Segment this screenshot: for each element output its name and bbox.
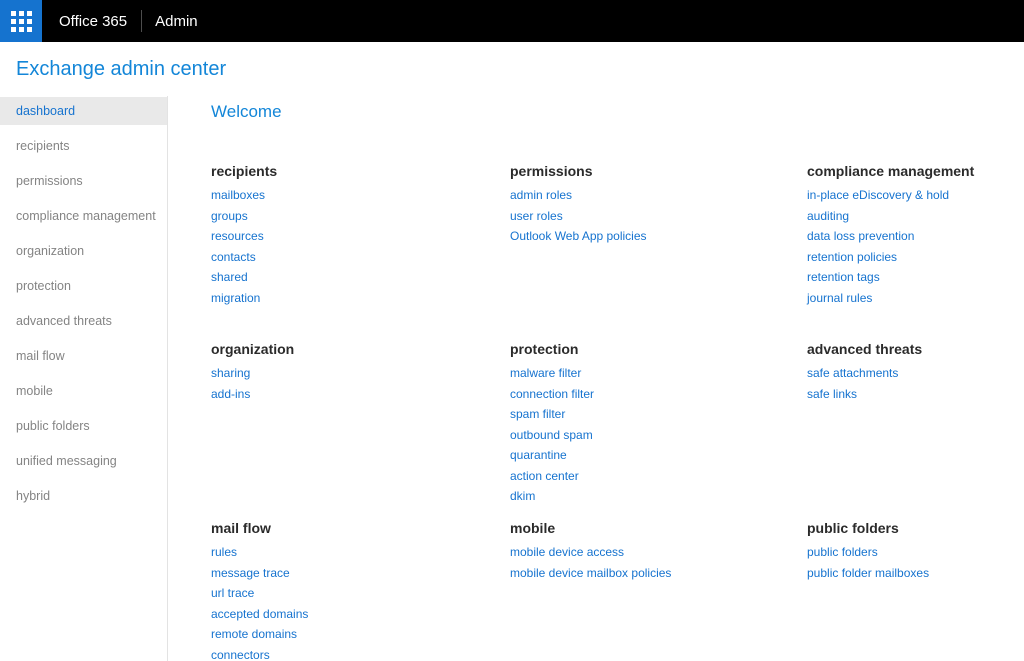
link-message-trace[interactable]: message trace	[211, 565, 290, 580]
section-permissions	[510, 157, 807, 335]
link-add-ins[interactable]: add-ins	[211, 386, 251, 401]
section-mobile	[510, 514, 807, 661]
sidebar-nav	[0, 96, 168, 661]
link-sharing[interactable]: sharing	[211, 366, 251, 380]
sidebar-item-permissions[interactable]: permissions	[16, 174, 83, 188]
sidebar-item-dashboard[interactable]: dashboard	[0, 97, 167, 125]
link-mobile-device-mailbox-policies[interactable]: mobile device mailbox policies	[510, 565, 672, 580]
link-journal-rules[interactable]: journal rules	[807, 290, 873, 305]
sidebar-item-hybrid[interactable]: hybrid	[16, 489, 51, 503]
section-organization	[211, 335, 510, 514]
section-title-permissions: permissions	[510, 163, 593, 179]
link-mobile-device-access[interactable]: mobile device access	[510, 545, 625, 559]
section-public-folders	[807, 514, 1024, 661]
link-outlook-web-app-policies[interactable]: Outlook Web App policies	[510, 229, 647, 243]
content-area	[168, 96, 1024, 661]
section-protection	[510, 335, 807, 514]
section-advanced-threats	[807, 335, 1024, 514]
link-retention-tags[interactable]: retention tags	[807, 270, 880, 284]
link-contacts[interactable]: contacts	[211, 249, 256, 264]
link-in-place-ediscovery-hold[interactable]: in-place eDiscovery & hold	[807, 188, 950, 202]
link-connection-filter[interactable]: connection filter	[510, 386, 595, 401]
app-launcher-button[interactable]	[0, 0, 42, 42]
sidebar-item-compliance-management[interactable]: compliance management	[16, 209, 156, 223]
link-outbound-spam[interactable]: outbound spam	[510, 427, 593, 442]
section-title-public-folders: public folders	[807, 520, 899, 536]
link-remote-domains[interactable]: remote domains	[211, 627, 298, 641]
link-resources[interactable]: resources	[211, 229, 264, 243]
sidebar-item-mobile[interactable]: mobile	[16, 384, 53, 398]
section-mail-flow	[211, 514, 510, 661]
link-retention-policies[interactable]: retention policies	[807, 249, 898, 264]
link-dkim[interactable]: dkim	[510, 489, 536, 503]
dashboard-sections-grid	[211, 157, 1024, 661]
section-title-mobile: mobile	[510, 520, 556, 536]
link-public-folder-mailboxes[interactable]: public folder mailboxes	[807, 565, 930, 580]
sidebar-item-mail-flow[interactable]: mail flow	[16, 349, 65, 363]
topbar-divider	[141, 10, 142, 32]
link-safe-links[interactable]: safe links	[807, 386, 858, 401]
section-title-protection: protection	[510, 341, 579, 357]
link-admin-roles[interactable]: admin roles	[510, 188, 573, 202]
section-title-mail-flow: mail flow	[211, 520, 271, 536]
page-header	[0, 42, 1024, 96]
section-title-compliance-management: compliance management	[807, 163, 975, 179]
main-layout	[0, 96, 1024, 661]
link-accepted-domains[interactable]: accepted domains	[211, 606, 309, 621]
welcome-heading: Welcome	[211, 102, 282, 121]
sidebar-item-protection[interactable]: protection	[16, 279, 71, 293]
brand-office-365[interactable]: Office 365	[59, 12, 128, 30]
link-spam-filter[interactable]: spam filter	[510, 407, 566, 421]
sidebar-item-advanced-threats[interactable]: advanced threats	[16, 314, 112, 328]
link-auditing[interactable]: auditing	[807, 208, 850, 223]
section-title-advanced-threats: advanced threats	[807, 341, 923, 357]
link-quarantine[interactable]: quarantine	[510, 448, 567, 462]
section-recipients	[211, 157, 510, 335]
link-connectors[interactable]: connectors	[211, 647, 270, 661]
sidebar-item-public-folders[interactable]: public folders	[16, 419, 90, 433]
link-safe-attachments[interactable]: safe attachments	[807, 366, 899, 380]
link-data-loss-prevention[interactable]: data loss prevention	[807, 229, 915, 243]
sidebar-item-recipients[interactable]: recipients	[16, 139, 70, 153]
link-public-folders[interactable]: public folders	[807, 545, 878, 559]
link-user-roles[interactable]: user roles	[510, 208, 563, 223]
sidebar-item-unified-messaging[interactable]: unified messaging	[16, 454, 117, 468]
page-title: Exchange admin center	[16, 57, 227, 80]
sidebar-item-organization[interactable]: organization	[16, 244, 85, 258]
link-rules[interactable]: rules	[211, 545, 238, 559]
link-mailboxes[interactable]: mailboxes	[211, 188, 266, 202]
topbar-admin-link[interactable]: Admin	[155, 12, 198, 30]
section-title-recipients: recipients	[211, 163, 278, 179]
link-action-center[interactable]: action center	[510, 468, 579, 483]
link-migration[interactable]: migration	[211, 290, 261, 305]
suite-bar	[0, 0, 1024, 42]
waffle-icon	[11, 11, 32, 32]
link-groups[interactable]: groups	[211, 208, 248, 223]
link-shared[interactable]: shared	[211, 270, 248, 284]
section-compliance-management	[807, 157, 1024, 335]
link-url-trace[interactable]: url trace	[211, 586, 255, 600]
section-title-organization: organization	[211, 341, 295, 357]
link-malware-filter[interactable]: malware filter	[510, 366, 582, 380]
